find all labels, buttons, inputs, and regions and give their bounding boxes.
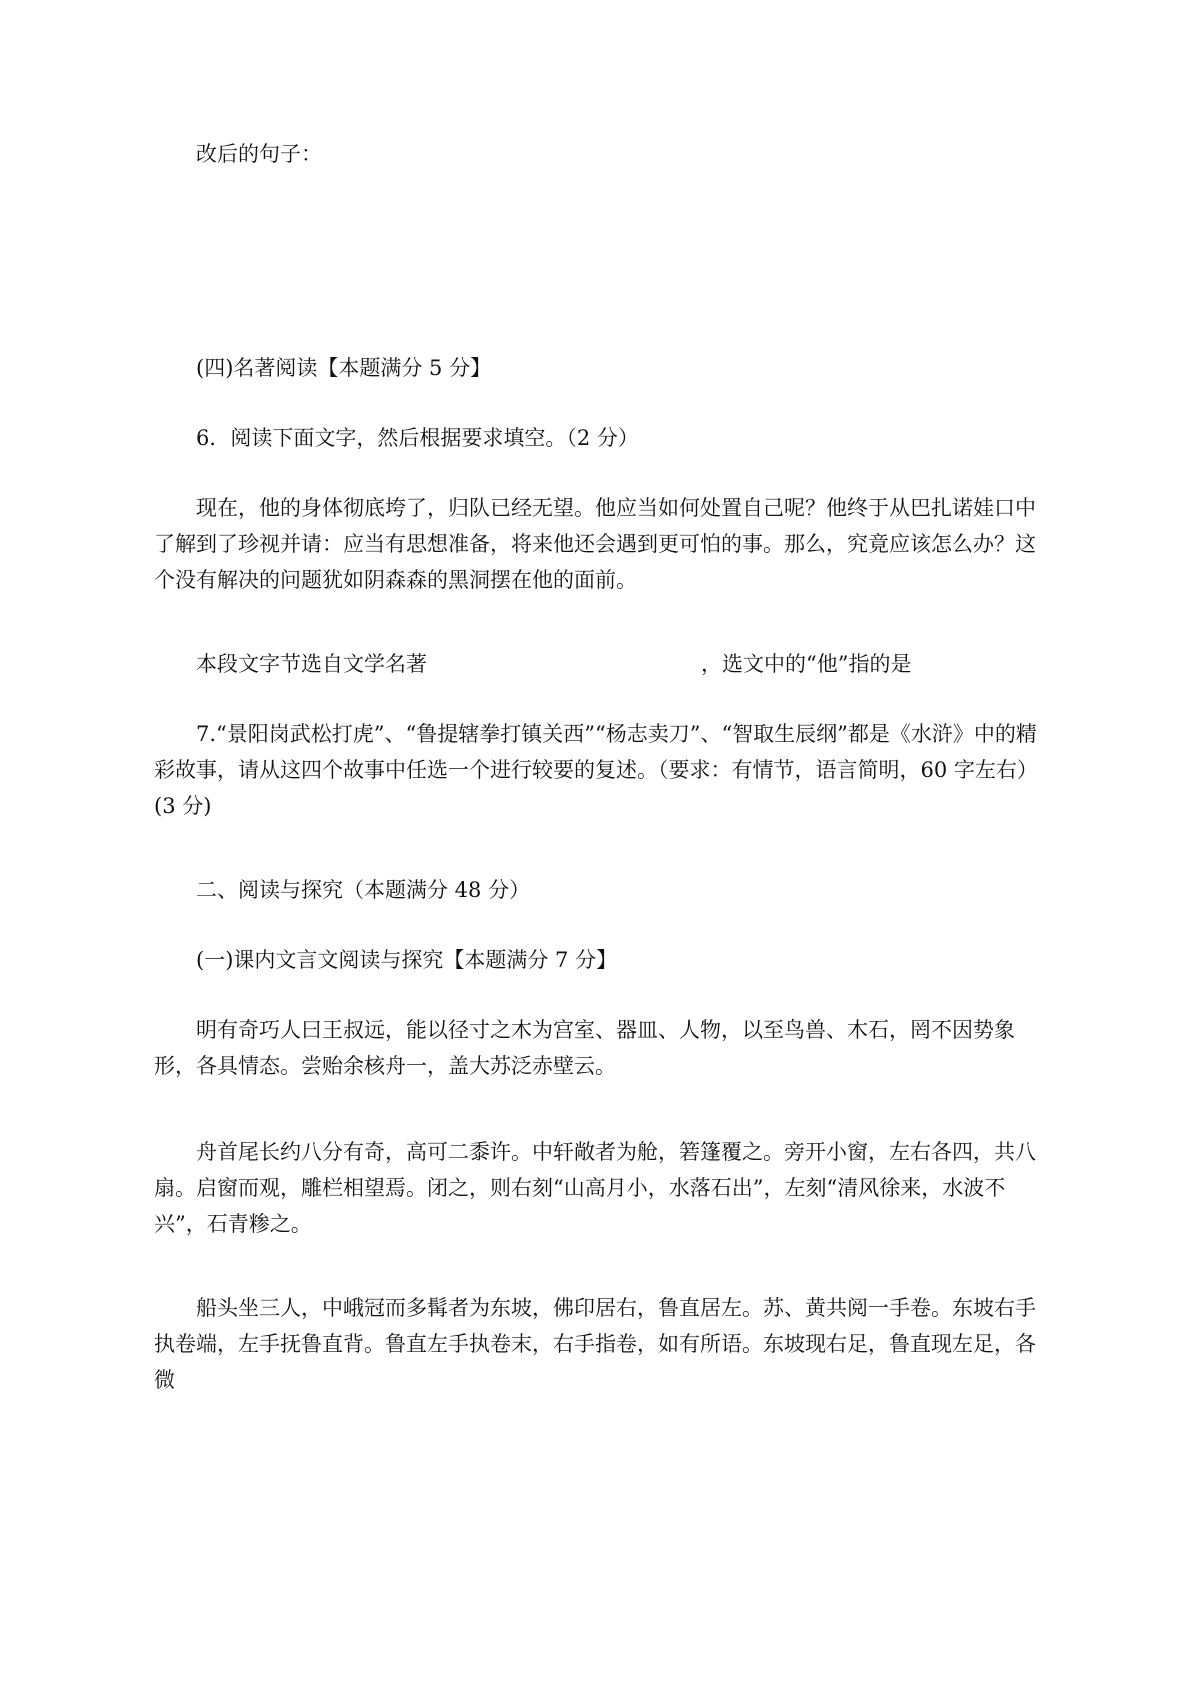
question-6-prompt: 6．阅读下面文字，然后根据要求填空。（2 分） (196, 426, 639, 450)
classical-text-paragraph-1: 明有奇巧人曰王叔远，能以径寸之木为宫室、器皿、人物，以至鸟兽、木石，罔不因势象形，各具情态。尝贻余核舟一，盖大苏泛赤壁云。 (154, 1018, 1015, 1078)
part-2-title: 二、阅读与探究（本题满分 48 分） (196, 878, 531, 902)
question-6-fill-line (196, 646, 1056, 682)
section-1-title: (一)课内文言文阅读与探究【本题满分 7 分】 (196, 948, 618, 972)
classical-text-paragraph-2: 舟首尾长约八分有奇，高可二黍许。中轩敞者为舱，箬篷覆之。旁开小窗，左右各四，共八扇。启窗而观，雕栏相望焉。闭之，则右刻“山高月小，水落石出”，左刻“清风徐来，水波不兴”，石青糁之。 (154, 1140, 1036, 1236)
classical-text-paragraph-3: 船头坐三人，中峨冠而多髯者为东坡，佛印居右，鲁直居左。苏、黄共阅一手卷。东坡右手执卷端，左手抚鲁直背。鲁直左手执卷末，右手指卷，如有所语。东坡现右足，鲁直现左足，各微 (154, 1296, 1036, 1392)
fill-part-1: 本段文字节选自文学名著 (196, 652, 427, 676)
fill-part-2: ，选文中的“他”指的是 (701, 652, 912, 676)
question-6-passage: 现在，他的身体彻底垮了，归队已经无望。他应当如何处置自己呢？他终于从巴扎诺娃口中了解到了珍视并请：应当有思想准备，将来他还会遇到更可怕的事。那么，究竟应该怎么办？这个没有解决的问题犹如阴森森的黑洞摆在他的面前。 (154, 496, 1036, 592)
revised-sentence-label: 改后的句子： (196, 142, 322, 166)
question-7-text: 7.“景阳岗武松打虎”、“鲁提辖拳打镇关西”“杨志卖刀”、“智取生辰纲”都是《水浒》中的精彩故事，请从这四个故事中任选一个进行较要的复述。（要求：有情节，语言简明，60 字左右）(3 分) (154, 722, 1038, 818)
section-4-title: (四)名著阅读【本题满分 5 分】 (196, 356, 492, 380)
